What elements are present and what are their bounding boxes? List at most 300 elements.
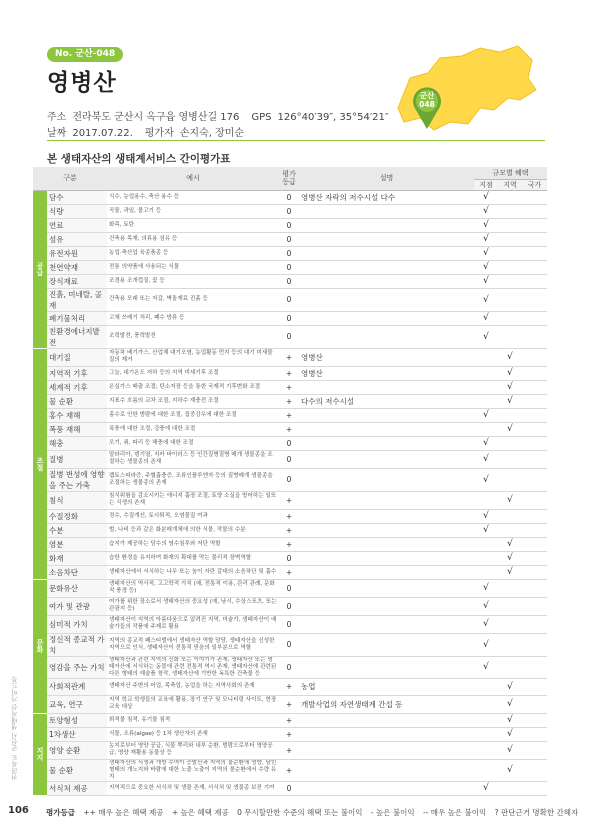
check-mark-icon: √ <box>474 615 498 633</box>
service-item: 식량 <box>47 204 107 218</box>
service-example: 생태자산과 관련 지역의 신화 또는 이야기가 존재, 생태자산 또는 생태자산에 서식하는 동물에 관련 전통적 역시 존재, 생태자산에 관련된 다른 형태의 예술품 창작, 생태자산에 기반한 독특한 건축물 등 <box>107 656 279 678</box>
grade-cell: + <box>279 348 299 366</box>
empty-check-cell <box>498 781 522 795</box>
service-item: 수분 <box>47 523 107 537</box>
empty-check-cell <box>498 597 522 615</box>
date-line <box>47 124 250 139</box>
grade-cell: + <box>279 741 299 759</box>
grade-cell: 0 <box>279 597 299 615</box>
grade-cell: 0 <box>279 781 299 795</box>
table-row <box>33 579 547 597</box>
empty-check-cell <box>522 615 547 633</box>
check-mark-icon: √ <box>474 450 498 468</box>
service-item: 대기질 <box>47 348 107 366</box>
explanation-cell <box>299 468 474 491</box>
empty-check-cell <box>474 366 498 380</box>
grade-cell: 0 <box>279 311 299 325</box>
service-example: 온실가스 배출 조절; 탄소저장 등을 통한 국제적 기후변화 조절 <box>107 380 279 394</box>
explanation-cell <box>299 436 474 450</box>
table-row <box>33 348 547 366</box>
check-mark-icon: √ <box>474 781 498 795</box>
address-label: 주소 <box>47 112 67 123</box>
grade-cell: + <box>279 565 299 579</box>
service-example: 지역의 종교적 페스티벌에서 생태자산 역할 담당, 생태자산을 신성한 지역으로 인식, 생태자산이 전통적 믿음의 일부분으로 역할 <box>107 633 279 656</box>
legend-title: 평가등급 <box>46 808 75 817</box>
empty-check-cell <box>474 422 498 436</box>
grade-cell: + <box>279 509 299 523</box>
service-example: 조경용 조개껍질, 꽃 등 <box>107 274 279 288</box>
grade-cell: 0 <box>279 204 299 218</box>
empty-check-cell <box>522 348 547 366</box>
empty-check-cell <box>474 491 498 509</box>
table-row <box>33 450 547 468</box>
service-item: 담수 <box>47 190 107 204</box>
service-example: 자동차 배기가스, 산업체 대기오염, 농업활동 먼지 등의 대기 미세물질의 제거 <box>107 348 279 366</box>
check-mark-icon: √ <box>498 565 522 579</box>
grade-cell: 0 <box>279 246 299 260</box>
check-mark-icon: √ <box>498 491 522 509</box>
service-example: 곡물, 과일, 물고기 등 <box>107 204 279 218</box>
table-row <box>33 695 547 713</box>
empty-check-cell <box>522 713 547 727</box>
table-row <box>33 491 547 509</box>
grade-cell: 0 <box>279 436 299 450</box>
table-row <box>33 678 547 695</box>
explanation-cell: 개발사업의 자연생태계 간섭 등 <box>299 695 474 713</box>
category-label: 조절 <box>33 348 47 579</box>
service-item: 질병 <box>47 450 107 468</box>
check-mark-icon: √ <box>474 311 498 325</box>
service-example: 렙토스피라증, 주혈흡충증, 조류인플루엔자 등의 질병매개 생물종을 조절하는 생물종의 존재 <box>107 468 279 491</box>
check-mark-icon: √ <box>498 394 522 408</box>
empty-check-cell <box>498 509 522 523</box>
grade-cell: + <box>279 759 299 781</box>
explanation-cell <box>299 656 474 678</box>
service-item: 물 순환 <box>47 759 107 781</box>
service-item: 수질정화 <box>47 509 107 523</box>
explanation-cell <box>299 551 474 565</box>
header-example: 예시 <box>107 167 279 190</box>
service-example: 정수, 수질개선, 토사퇴적, 오염물질 여과 <box>107 509 279 523</box>
grade-cell: + <box>279 678 299 695</box>
empty-check-cell <box>498 311 522 325</box>
empty-check-cell <box>498 579 522 597</box>
service-example: 폭풍에 대한 조절, 강풍에 대한 조절 <box>107 422 279 436</box>
service-item: 질병 번성에 영향을 주는 가축 <box>47 468 107 491</box>
empty-check-cell <box>522 232 547 246</box>
service-example: 생태자산이 지역의 아름다움으로 알려진 지역, 미술가, 생태자산이 예술가들의 작품에 주제로 활용 <box>107 615 279 633</box>
check-mark-icon: √ <box>474 656 498 678</box>
check-mark-icon: √ <box>474 633 498 656</box>
explanation-cell: 다수의 저수시설 <box>299 394 474 408</box>
service-item: 여가 및 관광 <box>47 597 107 615</box>
table-row <box>33 422 547 436</box>
explanation-cell <box>299 579 474 597</box>
service-item: 교육, 연구 <box>47 695 107 713</box>
empty-check-cell <box>522 741 547 759</box>
ecosystem-service-table <box>33 167 547 796</box>
service-item: 소음차단 <box>47 565 107 579</box>
ecosystem-asset-number-tag: No. 군산-048 <box>47 47 123 62</box>
empty-check-cell <box>474 713 498 727</box>
check-mark-icon: √ <box>498 678 522 695</box>
service-example: 벌, 나비 등과 같은 화분매개체에 의한 식물, 작물의 수분 <box>107 523 279 537</box>
explanation-cell <box>299 325 474 348</box>
service-example: 건축용 모래 또는 자갈, 벽돌재료 진흙 등 <box>107 288 279 311</box>
empty-check-cell <box>522 509 547 523</box>
table-row <box>33 288 547 311</box>
legend-item: ? 판단근거 명확한 간헤자 <box>494 808 579 817</box>
check-mark-icon: √ <box>474 288 498 311</box>
empty-check-cell <box>498 633 522 656</box>
service-example: 지역 학교 학생들의 교육에 활용, 장기 연구 및 모니터링 사이트, 현장교육 대상 <box>107 695 279 713</box>
empty-check-cell <box>498 260 522 274</box>
service-example: 전통 의약품에 사용되는 식물 <box>107 260 279 274</box>
table-row <box>33 727 547 741</box>
explanation-cell <box>299 523 474 537</box>
empty-check-cell <box>522 325 547 348</box>
empty-check-cell <box>498 218 522 232</box>
check-mark-icon: √ <box>498 695 522 713</box>
empty-check-cell <box>498 615 522 633</box>
service-item: 문화유산 <box>47 579 107 597</box>
empty-check-cell <box>498 232 522 246</box>
check-mark-icon: √ <box>498 741 522 759</box>
service-example: 말라리아, 뎅기열, 지카 바이러스 등 인간질병질병 매개 생물종을 조절하는 생물종의 존재 <box>107 450 279 468</box>
empty-check-cell <box>522 204 547 218</box>
check-mark-icon: √ <box>474 436 498 450</box>
date-label: 날짜 <box>47 128 67 139</box>
explanation-cell <box>299 450 474 468</box>
service-item: 진흙, 미네랄, 골재 <box>47 288 107 311</box>
table-row <box>33 274 547 288</box>
grade-cell: 0 <box>279 656 299 678</box>
grade-cell: 0 <box>279 218 299 232</box>
service-example: 식물, 조류(algae) 등 1차 생산자의 존재 <box>107 727 279 741</box>
header-category: 구분 <box>33 167 107 190</box>
service-item: 영양 순환 <box>47 741 107 759</box>
grade-cell: 0 <box>279 615 299 633</box>
table-row <box>33 509 547 523</box>
check-mark-icon: √ <box>474 246 498 260</box>
check-mark-icon: √ <box>474 408 498 422</box>
category-label: 문화 <box>33 579 47 713</box>
service-item: 폐기물처리 <box>47 311 107 325</box>
grade-cell: + <box>279 491 299 509</box>
map-pin-label <box>412 91 442 109</box>
empty-check-cell <box>474 348 498 366</box>
empty-check-cell <box>522 311 547 325</box>
grade-cell: + <box>279 380 299 394</box>
explanation-cell: 영병산 자락의 저수시설 다수 <box>299 190 474 204</box>
explanation-cell <box>299 380 474 394</box>
explanation-cell <box>299 633 474 656</box>
table-row <box>33 311 547 325</box>
explanation-cell <box>299 741 474 759</box>
address-line <box>47 108 395 123</box>
grade-cell: 0 <box>279 274 299 288</box>
check-mark-icon: √ <box>498 759 522 781</box>
empty-check-cell <box>498 274 522 288</box>
service-item: 화재 <box>47 551 107 565</box>
explanation-cell <box>299 727 474 741</box>
empty-check-cell <box>522 781 547 795</box>
empty-check-cell <box>522 436 547 450</box>
explanation-cell <box>299 311 474 325</box>
explanation-cell <box>299 713 474 727</box>
check-mark-icon: √ <box>498 366 522 380</box>
explanation-cell <box>299 759 474 781</box>
service-example: 생태자산의 식생과 개방 수역이 증발산과 지역의 물순환에 영향, 담힌 형태의 개노지와 바람에 대한 노출 노출이 지역의 물순환에서 수량 유지 <box>107 759 279 781</box>
header-grade: 평가 등급 <box>279 167 299 190</box>
check-mark-icon: √ <box>474 325 498 348</box>
service-example: 여가를 위한 장소로서 생태자산의 중요성 (예, 낚시, 수상스포츠, 또는 관광지 등) <box>107 597 279 615</box>
header-scale: 규모별 혜택 <box>474 167 547 179</box>
grade-legend <box>46 807 578 818</box>
header-explanation: 설명 <box>299 167 474 190</box>
explanation-cell <box>299 246 474 260</box>
service-item: 물 순환 <box>47 394 107 408</box>
empty-check-cell <box>522 218 547 232</box>
footer <box>8 805 579 819</box>
empty-check-cell <box>498 523 522 537</box>
page-title: 영병산 <box>47 70 117 96</box>
empty-check-cell <box>498 246 522 260</box>
empty-check-cell <box>474 727 498 741</box>
explanation-cell: 영병산 <box>299 366 474 380</box>
service-item: 폭풍 재해 <box>47 422 107 436</box>
empty-check-cell <box>522 190 547 204</box>
check-mark-icon: √ <box>474 509 498 523</box>
empty-check-cell <box>522 695 547 713</box>
check-mark-icon: √ <box>474 468 498 491</box>
empty-check-cell <box>498 450 522 468</box>
empty-check-cell <box>522 366 547 380</box>
table-row <box>33 190 547 204</box>
section-title: 본 생태자산의 생태계서비스 간이평가표 <box>47 153 231 165</box>
explanation-cell <box>299 615 474 633</box>
empty-check-cell <box>474 678 498 695</box>
service-example: 지표수 흐름의 교차 조절, 지하수 재충전 조절 <box>107 394 279 408</box>
explanation-cell <box>299 422 474 436</box>
map-pin-icon <box>412 86 442 130</box>
grade-cell: + <box>279 537 299 551</box>
explanation-cell <box>299 204 474 218</box>
table-row <box>33 394 547 408</box>
table-row <box>33 260 547 274</box>
service-item: 유전자원 <box>47 246 107 260</box>
empty-check-cell <box>522 537 547 551</box>
explanation-cell <box>299 781 474 795</box>
assessor-value: 손지숙, 장미순 <box>179 128 245 139</box>
table-row <box>33 633 547 656</box>
service-example: 생태자산 주변의 어업, 목축업, 농업을 하는 지역사회의 존재 <box>107 678 279 695</box>
explanation-cell <box>299 260 474 274</box>
service-example: 홍수로 인한 범람에 대한 조절, 집중강우에 대한 조절 <box>107 408 279 422</box>
table-row <box>33 232 547 246</box>
grade-cell: 0 <box>279 325 299 348</box>
check-mark-icon: √ <box>474 190 498 204</box>
check-mark-icon: √ <box>474 274 498 288</box>
empty-check-cell <box>474 380 498 394</box>
service-example: 농업·축산업 육종품종 등 <box>107 246 279 260</box>
empty-check-cell <box>522 468 547 491</box>
empty-check-cell <box>498 325 522 348</box>
service-item: 세계적 기후 <box>47 380 107 394</box>
check-mark-icon: √ <box>474 523 498 537</box>
table-row <box>33 759 547 781</box>
check-mark-icon: √ <box>474 260 498 274</box>
table-row <box>33 204 547 218</box>
empty-check-cell <box>474 759 498 781</box>
table-row <box>33 781 547 795</box>
service-item: 해충 <box>47 436 107 450</box>
grade-cell: 0 <box>279 450 299 468</box>
grade-cell: 0 <box>279 468 299 491</box>
explanation-cell <box>299 597 474 615</box>
explanation-cell <box>299 232 474 246</box>
service-example: 화목, 토탄 <box>107 218 279 232</box>
empty-check-cell <box>474 551 498 565</box>
check-mark-icon: √ <box>474 204 498 218</box>
legend-item: - 높은 불이익 <box>370 808 415 817</box>
check-mark-icon: √ <box>474 579 498 597</box>
empty-check-cell <box>522 408 547 422</box>
table-row <box>33 615 547 633</box>
category-label: 지지 <box>33 713 47 795</box>
service-item: 홍수 재해 <box>47 408 107 422</box>
empty-check-cell <box>522 579 547 597</box>
empty-check-cell <box>498 190 522 204</box>
empty-check-cell <box>498 468 522 491</box>
table-row <box>33 741 547 759</box>
table-row <box>33 523 547 537</box>
empty-check-cell <box>522 759 547 781</box>
gps-value: 126°40′39″, 35°54′21″ <box>277 112 389 123</box>
grade-cell: 0 <box>279 551 299 565</box>
service-example: 조력발전, 풍력발전 <box>107 325 279 348</box>
check-mark-icon: √ <box>498 713 522 727</box>
address-value: 전라북도 군산시 옥구읍 영병산길 176 <box>72 112 240 123</box>
table-row <box>33 468 547 491</box>
empty-check-cell <box>522 246 547 260</box>
header-scale-region: 지역 <box>498 179 522 190</box>
empty-check-cell <box>522 727 547 741</box>
check-mark-icon: √ <box>474 597 498 615</box>
service-item: 영감을 주는 가치 <box>47 656 107 678</box>
empty-check-cell <box>522 565 547 579</box>
empty-check-cell <box>522 260 547 274</box>
grade-cell: 0 <box>279 190 299 204</box>
service-example: 식수, 농업용수, 축산 용수 등 <box>107 190 279 204</box>
table-row <box>33 380 547 394</box>
check-mark-icon: √ <box>498 537 522 551</box>
explanation-cell: 농업 <box>299 678 474 695</box>
empty-check-cell <box>474 537 498 551</box>
service-example: 그늘, 대기온도 저하 등의 지역 미세기후 조절 <box>107 366 279 380</box>
service-item: 지역적 기후 <box>47 366 107 380</box>
table-row <box>33 218 547 232</box>
table-row <box>33 436 547 450</box>
legend-item: -- 매우 높은 불이익 <box>423 808 487 817</box>
grade-cell: + <box>279 422 299 436</box>
grade-cell: + <box>279 408 299 422</box>
header-scale-nation: 국가 <box>522 179 547 190</box>
empty-check-cell <box>522 678 547 695</box>
empty-check-cell <box>522 274 547 288</box>
explanation-cell <box>299 288 474 311</box>
empty-check-cell <box>498 408 522 422</box>
empty-check-cell <box>498 656 522 678</box>
explanation-cell <box>299 565 474 579</box>
legend-item: 0 무시할만한 수준의 혜택 또는 불이익 <box>237 808 363 817</box>
check-mark-icon: √ <box>474 232 498 246</box>
explanation-cell <box>299 218 474 232</box>
explanation-cell <box>299 408 474 422</box>
divider <box>47 140 545 141</box>
grade-cell: + <box>279 394 299 408</box>
service-item: 정신적 종교적 가치 <box>47 633 107 656</box>
grade-cell: 0 <box>279 579 299 597</box>
empty-check-cell <box>522 450 547 468</box>
empty-check-cell <box>522 597 547 615</box>
service-example: 농지로부터 영양 공급, 식물 뿌리와 내부 순환, 범람으로부터 영양공급, 영양 재활용 동물상 등 <box>107 741 279 759</box>
grade-cell: + <box>279 366 299 380</box>
grade-cell: + <box>279 713 299 727</box>
empty-check-cell <box>522 656 547 678</box>
service-example: 습지가 제공하는 담수의 염수침투와 저단 역할 <box>107 537 279 551</box>
empty-check-cell <box>474 565 498 579</box>
service-example: 퇴적물 침적, 유기물 침적 <box>107 713 279 727</box>
explanation-cell: 영병산 <box>299 348 474 366</box>
empty-check-cell <box>522 523 547 537</box>
page-number: 106 <box>8 805 29 816</box>
empty-check-cell <box>498 288 522 311</box>
service-item: 연료 <box>47 218 107 232</box>
explanation-cell <box>299 274 474 288</box>
grade-cell: 0 <box>279 260 299 274</box>
table-row <box>33 246 547 260</box>
service-item: 1차생산 <box>47 727 107 741</box>
service-item: 사회적관계 <box>47 678 107 695</box>
service-item: 장식재료 <box>47 274 107 288</box>
service-item: 침식 <box>47 491 107 509</box>
gps-label: GPS <box>251 112 272 123</box>
check-mark-icon: √ <box>498 727 522 741</box>
empty-check-cell <box>522 633 547 656</box>
explanation-cell <box>299 537 474 551</box>
map-pin-number: 048 <box>419 100 435 109</box>
empty-check-cell <box>522 394 547 408</box>
empty-check-cell <box>522 288 547 311</box>
check-mark-icon: √ <box>498 348 522 366</box>
service-item: 섬유 <box>47 232 107 246</box>
table-row <box>33 713 547 727</box>
service-example: 모기, 쥐, 파리 등 해충에 대한 조절 <box>107 436 279 450</box>
grade-cell: 0 <box>279 633 299 656</box>
grade-cell: + <box>279 727 299 741</box>
table-row <box>33 408 547 422</box>
empty-check-cell <box>522 491 547 509</box>
service-example: 생태자산의 역사적, 고고학적 가치 (예, 전통적 이용, 관리 관례, 문화적 풍경 등) <box>107 579 279 597</box>
service-item: 천연약재 <box>47 260 107 274</box>
service-item: 토양형성 <box>47 713 107 727</box>
empty-check-cell <box>498 436 522 450</box>
service-item: 심미적 가치 <box>47 615 107 633</box>
check-mark-icon: √ <box>498 380 522 394</box>
table-row <box>33 597 547 615</box>
grade-cell: 0 <box>279 232 299 246</box>
